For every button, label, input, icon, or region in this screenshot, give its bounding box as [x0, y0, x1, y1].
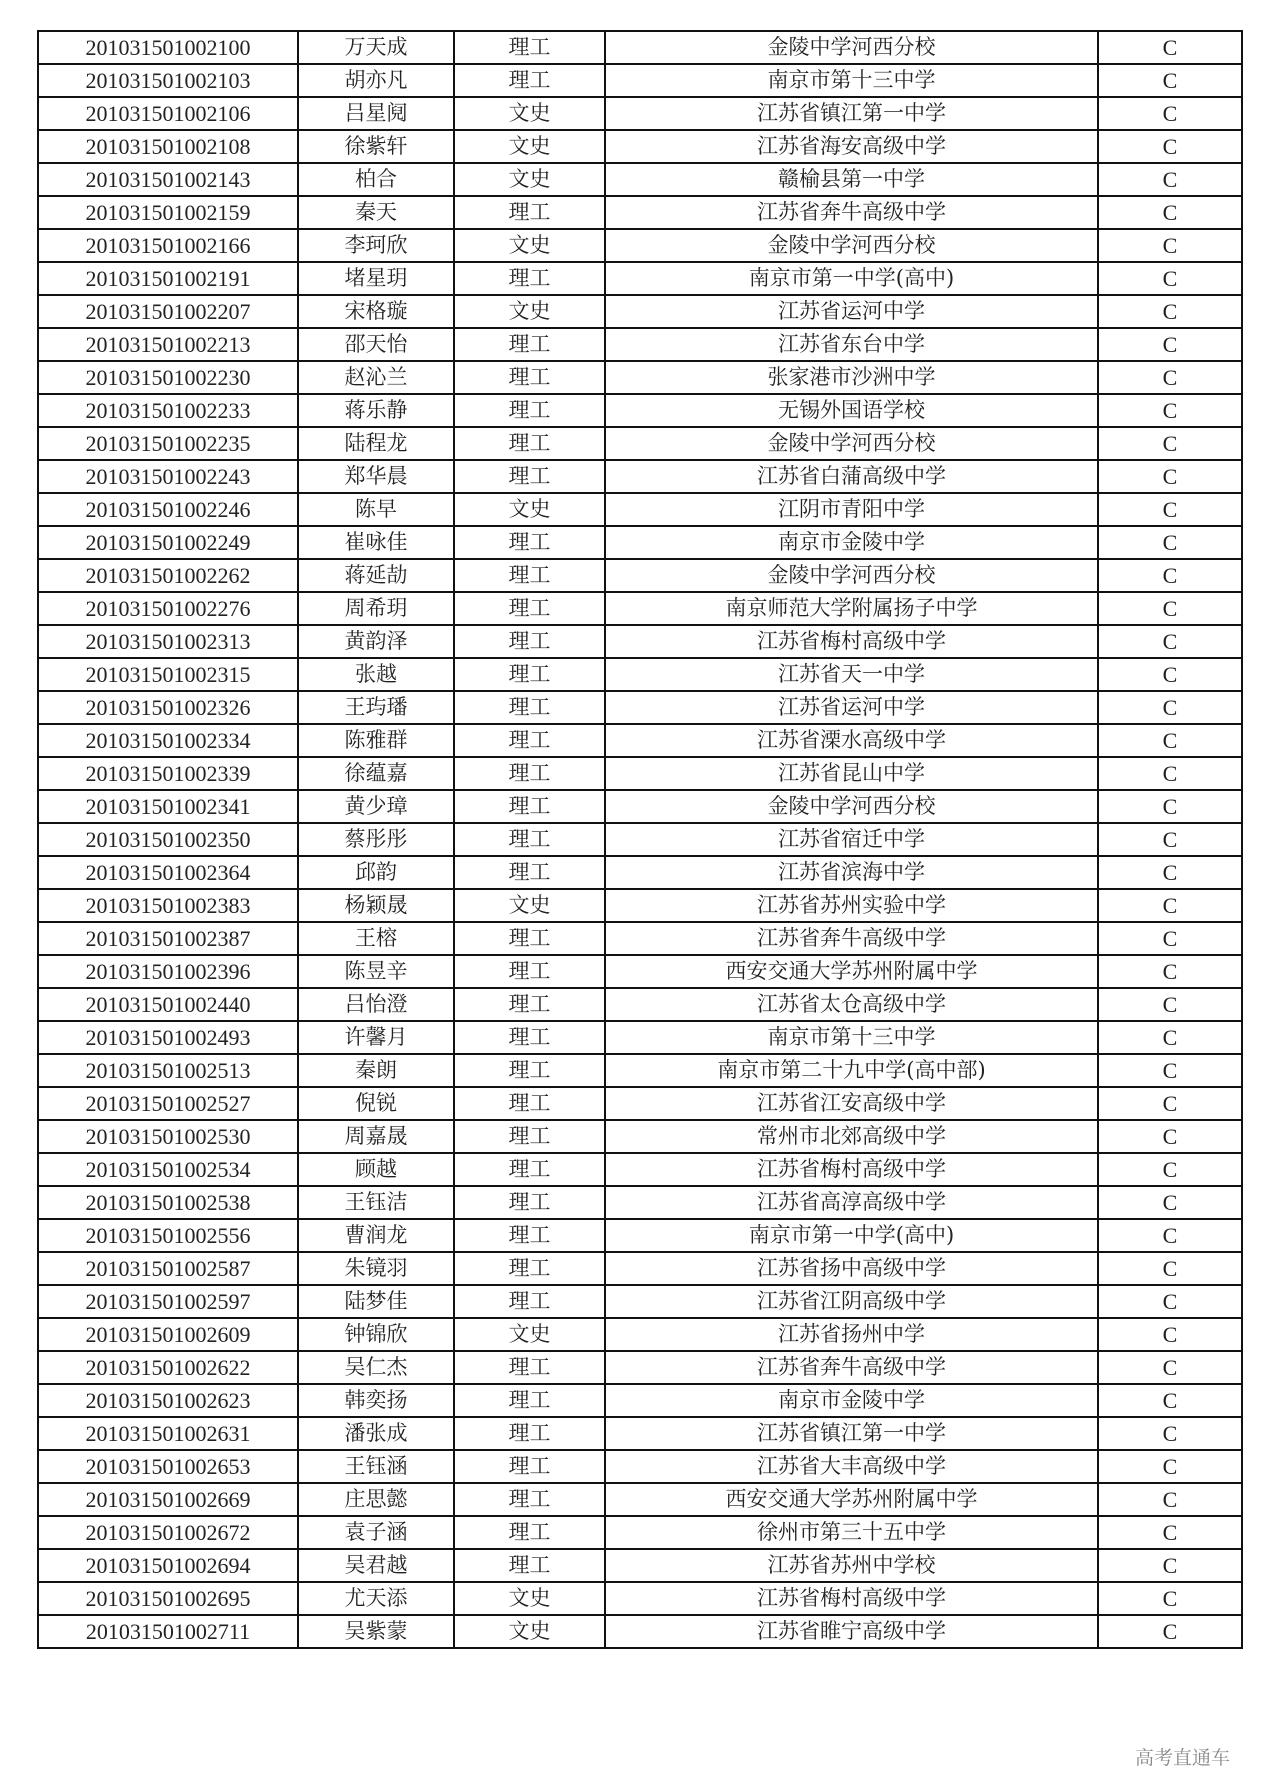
school-cell: 江苏省江阴高级中学: [605, 1285, 1098, 1318]
school-cell: 江苏省扬州中学: [605, 1318, 1098, 1351]
school-cell: 江苏省镇江第一中学: [605, 1417, 1098, 1450]
category-cell: 文史: [454, 1615, 605, 1648]
category-cell: 理工: [454, 460, 605, 493]
student-id-cell: 201031501002341: [38, 790, 298, 823]
grade-cell: C: [1098, 31, 1242, 64]
table-row: [38, 1285, 1242, 1318]
student-id-cell: 201031501002230: [38, 361, 298, 394]
student-name-cell: 柏合: [298, 163, 454, 196]
grade-cell: C: [1098, 394, 1242, 427]
student-id-cell: 201031501002235: [38, 427, 298, 460]
student-id-cell: 201031501002159: [38, 196, 298, 229]
student-id-cell: 201031501002207: [38, 295, 298, 328]
category-cell: 理工: [454, 823, 605, 856]
table-row: [38, 1054, 1242, 1087]
category-cell: 理工: [454, 1219, 605, 1252]
school-cell: 江苏省镇江第一中学: [605, 97, 1098, 130]
school-cell: 江苏省苏州实验中学: [605, 889, 1098, 922]
student-id-cell: 201031501002587: [38, 1252, 298, 1285]
student-name-cell: 蒋乐静: [298, 394, 454, 427]
student-name-cell: 徐紫轩: [298, 130, 454, 163]
category-cell: 理工: [454, 1252, 605, 1285]
student-name-cell: 朱镜羽: [298, 1252, 454, 1285]
table-row: [38, 922, 1242, 955]
school-cell: 江苏省大丰高级中学: [605, 1450, 1098, 1483]
table-row: [38, 394, 1242, 427]
grade-cell: C: [1098, 1285, 1242, 1318]
student-id-cell: 201031501002493: [38, 1021, 298, 1054]
grade-cell: C: [1098, 922, 1242, 955]
school-cell: 金陵中学河西分校: [605, 427, 1098, 460]
student-name-cell: 王榕: [298, 922, 454, 955]
student-name-cell: 曹润龙: [298, 1219, 454, 1252]
table-row: [38, 163, 1242, 196]
category-cell: 理工: [454, 1450, 605, 1483]
school-cell: 江苏省扬中高级中学: [605, 1252, 1098, 1285]
school-cell: 西安交通大学苏州附属中学: [605, 1483, 1098, 1516]
table-row: [38, 1087, 1242, 1120]
grade-cell: C: [1098, 1087, 1242, 1120]
school-cell: 南京市第十三中学: [605, 64, 1098, 97]
student-id-cell: 201031501002631: [38, 1417, 298, 1450]
grade-cell: C: [1098, 64, 1242, 97]
grade-cell: C: [1098, 691, 1242, 724]
school-cell: 江苏省昆山中学: [605, 757, 1098, 790]
student-name-cell: 吴紫蒙: [298, 1615, 454, 1648]
table-row: [38, 229, 1242, 262]
category-cell: 理工: [454, 526, 605, 559]
school-cell: 无锡外国语学校: [605, 394, 1098, 427]
category-cell: 理工: [454, 64, 605, 97]
table-row: [38, 328, 1242, 361]
student-name-cell: 胡亦凡: [298, 64, 454, 97]
student-name-cell: 倪锐: [298, 1087, 454, 1120]
table-row: [38, 97, 1242, 130]
grade-cell: C: [1098, 1153, 1242, 1186]
grade-cell: C: [1098, 823, 1242, 856]
student-name-cell: 尤天添: [298, 1582, 454, 1615]
table-row: [38, 592, 1242, 625]
category-cell: 理工: [454, 361, 605, 394]
student-id-cell: 201031501002387: [38, 922, 298, 955]
category-cell: 理工: [454, 1021, 605, 1054]
grade-cell: C: [1098, 526, 1242, 559]
student-name-cell: 吴仁杰: [298, 1351, 454, 1384]
grade-cell: C: [1098, 295, 1242, 328]
student-name-cell: 吕星阋: [298, 97, 454, 130]
table-row: [38, 790, 1242, 823]
grade-cell: C: [1098, 1549, 1242, 1582]
student-name-cell: 黄韵泽: [298, 625, 454, 658]
category-cell: 理工: [454, 1186, 605, 1219]
student-name-cell: 宋格璇: [298, 295, 454, 328]
grade-cell: C: [1098, 130, 1242, 163]
table-row: [38, 955, 1242, 988]
student-name-cell: 赵沁兰: [298, 361, 454, 394]
category-cell: 理工: [454, 1384, 605, 1417]
student-id-cell: 201031501002350: [38, 823, 298, 856]
table-row: [38, 1351, 1242, 1384]
category-cell: 理工: [454, 856, 605, 889]
table-row: [38, 625, 1242, 658]
student-id-cell: 201031501002103: [38, 64, 298, 97]
student-name-cell: 周希玥: [298, 592, 454, 625]
student-name-cell: 徐蕴嘉: [298, 757, 454, 790]
category-cell: 理工: [454, 1120, 605, 1153]
grade-cell: C: [1098, 262, 1242, 295]
student-id-cell: 201031501002527: [38, 1087, 298, 1120]
table-row: [38, 1252, 1242, 1285]
grade-cell: C: [1098, 163, 1242, 196]
category-cell: 理工: [454, 328, 605, 361]
category-cell: 文史: [454, 97, 605, 130]
student-list-table: [37, 30, 1243, 1649]
student-id-cell: 201031501002166: [38, 229, 298, 262]
school-cell: 江苏省苏州中学校: [605, 1549, 1098, 1582]
school-cell: 徐州市第三十五中学: [605, 1516, 1098, 1549]
school-cell: 南京市第一中学(高中): [605, 1219, 1098, 1252]
table-row: [38, 757, 1242, 790]
student-id-cell: 201031501002530: [38, 1120, 298, 1153]
student-id-cell: 201031501002213: [38, 328, 298, 361]
category-cell: 理工: [454, 427, 605, 460]
student-name-cell: 张越: [298, 658, 454, 691]
school-cell: 江苏省滨海中学: [605, 856, 1098, 889]
table-row: [38, 1153, 1242, 1186]
category-cell: 理工: [454, 592, 605, 625]
student-name-cell: 陈雅群: [298, 724, 454, 757]
school-cell: 江苏省天一中学: [605, 658, 1098, 691]
category-cell: 理工: [454, 1285, 605, 1318]
student-id-cell: 201031501002694: [38, 1549, 298, 1582]
grade-cell: C: [1098, 1219, 1242, 1252]
category-cell: 理工: [454, 922, 605, 955]
school-cell: 江苏省梅村高级中学: [605, 1153, 1098, 1186]
school-cell: 南京市第十三中学: [605, 1021, 1098, 1054]
school-cell: 江苏省运河中学: [605, 295, 1098, 328]
school-cell: 江苏省梅村高级中学: [605, 625, 1098, 658]
student-id-cell: 201031501002276: [38, 592, 298, 625]
category-cell: 理工: [454, 1054, 605, 1087]
grade-cell: C: [1098, 559, 1242, 592]
student-id-cell: 201031501002695: [38, 1582, 298, 1615]
table-row: [38, 130, 1242, 163]
school-cell: 江苏省奔牛高级中学: [605, 196, 1098, 229]
grade-cell: C: [1098, 493, 1242, 526]
student-name-cell: 蒋延劼: [298, 559, 454, 592]
table-row: [38, 1186, 1242, 1219]
category-cell: 理工: [454, 1087, 605, 1120]
student-name-cell: 陈早: [298, 493, 454, 526]
category-cell: 理工: [454, 394, 605, 427]
student-name-cell: 郑华晨: [298, 460, 454, 493]
student-id-cell: 201031501002106: [38, 97, 298, 130]
category-cell: 文史: [454, 295, 605, 328]
table-row: [38, 856, 1242, 889]
school-cell: 金陵中学河西分校: [605, 559, 1098, 592]
grade-cell: C: [1098, 1516, 1242, 1549]
table-row: [38, 196, 1242, 229]
student-name-cell: 王玙璠: [298, 691, 454, 724]
student-id-cell: 201031501002556: [38, 1219, 298, 1252]
school-cell: 江苏省奔牛高级中学: [605, 1351, 1098, 1384]
table-body: [38, 31, 1242, 1648]
table-row: [38, 1516, 1242, 1549]
table-row: [38, 1120, 1242, 1153]
grade-cell: C: [1098, 1021, 1242, 1054]
grade-cell: C: [1098, 856, 1242, 889]
student-name-cell: 邱韵: [298, 856, 454, 889]
student-name-cell: 崔咏佳: [298, 526, 454, 559]
table-row: [38, 295, 1242, 328]
student-name-cell: 王钰涵: [298, 1450, 454, 1483]
table-row: [38, 262, 1242, 295]
student-id-cell: 201031501002440: [38, 988, 298, 1021]
student-id-cell: 201031501002513: [38, 1054, 298, 1087]
grade-cell: C: [1098, 1252, 1242, 1285]
category-cell: 文史: [454, 1582, 605, 1615]
student-id-cell: 201031501002143: [38, 163, 298, 196]
table-row: [38, 1615, 1242, 1648]
table-row: [38, 889, 1242, 922]
school-cell: 金陵中学河西分校: [605, 229, 1098, 262]
school-cell: 江苏省白蒲高级中学: [605, 460, 1098, 493]
student-name-cell: 陆梦佳: [298, 1285, 454, 1318]
grade-cell: C: [1098, 592, 1242, 625]
student-id-cell: 201031501002383: [38, 889, 298, 922]
student-id-cell: 201031501002623: [38, 1384, 298, 1417]
table-row: [38, 988, 1242, 1021]
category-cell: 文史: [454, 493, 605, 526]
category-cell: 理工: [454, 988, 605, 1021]
student-name-cell: 潘张成: [298, 1417, 454, 1450]
student-name-cell: 顾越: [298, 1153, 454, 1186]
grade-cell: C: [1098, 1582, 1242, 1615]
school-cell: 南京市第二十九中学(高中部): [605, 1054, 1098, 1087]
category-cell: 理工: [454, 196, 605, 229]
student-id-cell: 201031501002653: [38, 1450, 298, 1483]
school-cell: 南京市金陵中学: [605, 1384, 1098, 1417]
school-cell: 赣榆县第一中学: [605, 163, 1098, 196]
student-name-cell: 堵星玥: [298, 262, 454, 295]
table-row: [38, 493, 1242, 526]
student-id-cell: 201031501002246: [38, 493, 298, 526]
grade-cell: C: [1098, 97, 1242, 130]
student-name-cell: 袁子涵: [298, 1516, 454, 1549]
grade-cell: C: [1098, 1120, 1242, 1153]
school-cell: 江苏省太仓高级中学: [605, 988, 1098, 1021]
category-cell: 文史: [454, 1318, 605, 1351]
student-id-cell: 201031501002191: [38, 262, 298, 295]
school-cell: 南京市金陵中学: [605, 526, 1098, 559]
student-name-cell: 庄思懿: [298, 1483, 454, 1516]
category-cell: 理工: [454, 724, 605, 757]
table-row: [38, 1318, 1242, 1351]
category-cell: 理工: [454, 790, 605, 823]
student-id-cell: 201031501002622: [38, 1351, 298, 1384]
grade-cell: C: [1098, 1384, 1242, 1417]
student-name-cell: 秦天: [298, 196, 454, 229]
category-cell: 理工: [454, 1351, 605, 1384]
category-cell: 理工: [454, 757, 605, 790]
student-name-cell: 韩奕扬: [298, 1384, 454, 1417]
watermark: 高考直通车: [1135, 1747, 1231, 1769]
school-cell: 金陵中学河西分校: [605, 790, 1098, 823]
table-row: [38, 1549, 1242, 1582]
student-id-cell: 201031501002711: [38, 1615, 298, 1648]
grade-cell: C: [1098, 196, 1242, 229]
category-cell: 理工: [454, 1483, 605, 1516]
student-name-cell: 王钰洁: [298, 1186, 454, 1219]
school-cell: 江苏省东台中学: [605, 328, 1098, 361]
student-id-cell: 201031501002339: [38, 757, 298, 790]
table-row: [38, 1483, 1242, 1516]
student-id-cell: 201031501002672: [38, 1516, 298, 1549]
student-name-cell: 许馨月: [298, 1021, 454, 1054]
school-cell: 江苏省江安高级中学: [605, 1087, 1098, 1120]
student-id-cell: 201031501002100: [38, 31, 298, 64]
table-row: [38, 1021, 1242, 1054]
student-name-cell: 陈昱辛: [298, 955, 454, 988]
student-id-cell: 201031501002534: [38, 1153, 298, 1186]
school-cell: 江苏省海安高级中学: [605, 130, 1098, 163]
school-cell: 江苏省高淳高级中学: [605, 1186, 1098, 1219]
student-name-cell: 秦朗: [298, 1054, 454, 1087]
student-name-cell: 吕怡澄: [298, 988, 454, 1021]
school-cell: 常州市北郊高级中学: [605, 1120, 1098, 1153]
category-cell: 文史: [454, 229, 605, 262]
grade-cell: C: [1098, 1054, 1242, 1087]
student-name-cell: 陆程龙: [298, 427, 454, 460]
category-cell: 理工: [454, 262, 605, 295]
student-id-cell: 201031501002609: [38, 1318, 298, 1351]
grade-cell: C: [1098, 625, 1242, 658]
grade-cell: C: [1098, 229, 1242, 262]
category-cell: 理工: [454, 658, 605, 691]
table-row: [38, 724, 1242, 757]
grade-cell: C: [1098, 1318, 1242, 1351]
table-row: [38, 31, 1242, 64]
table-row: [38, 64, 1242, 97]
school-cell: 江阴市青阳中学: [605, 493, 1098, 526]
grade-cell: C: [1098, 658, 1242, 691]
table-row: [38, 691, 1242, 724]
student-name-cell: 杨颖晟: [298, 889, 454, 922]
category-cell: 理工: [454, 1417, 605, 1450]
school-cell: 南京师范大学附属扬子中学: [605, 592, 1098, 625]
student-id-cell: 201031501002315: [38, 658, 298, 691]
table-row: [38, 1450, 1242, 1483]
student-id-cell: 201031501002669: [38, 1483, 298, 1516]
table-row: [38, 361, 1242, 394]
grade-cell: C: [1098, 460, 1242, 493]
category-cell: 文史: [454, 130, 605, 163]
category-cell: 理工: [454, 1516, 605, 1549]
grade-cell: C: [1098, 1351, 1242, 1384]
grade-cell: C: [1098, 1615, 1242, 1648]
category-cell: 理工: [454, 31, 605, 64]
student-id-cell: 201031501002249: [38, 526, 298, 559]
student-id-cell: 201031501002364: [38, 856, 298, 889]
grade-cell: C: [1098, 1417, 1242, 1450]
grade-cell: C: [1098, 757, 1242, 790]
school-cell: 江苏省睢宁高级中学: [605, 1615, 1098, 1648]
category-cell: 文史: [454, 163, 605, 196]
category-cell: 理工: [454, 559, 605, 592]
student-name-cell: 邵天怡: [298, 328, 454, 361]
student-id-cell: 201031501002108: [38, 130, 298, 163]
student-name-cell: 蔡彤彤: [298, 823, 454, 856]
grade-cell: C: [1098, 361, 1242, 394]
grade-cell: C: [1098, 724, 1242, 757]
student-name-cell: 李珂欣: [298, 229, 454, 262]
table-row: [38, 1417, 1242, 1450]
school-cell: 金陵中学河西分校: [605, 31, 1098, 64]
grade-cell: C: [1098, 1483, 1242, 1516]
student-id-cell: 201031501002538: [38, 1186, 298, 1219]
category-cell: 理工: [454, 625, 605, 658]
student-id-cell: 201031501002334: [38, 724, 298, 757]
table-row: [38, 823, 1242, 856]
school-cell: 江苏省宿迁中学: [605, 823, 1098, 856]
category-cell: 文史: [454, 889, 605, 922]
table-row: [38, 658, 1242, 691]
category-cell: 理工: [454, 1153, 605, 1186]
student-id-cell: 201031501002597: [38, 1285, 298, 1318]
student-name-cell: 万天成: [298, 31, 454, 64]
grade-cell: C: [1098, 955, 1242, 988]
table-row: [38, 1582, 1242, 1615]
student-name-cell: 钟锦欣: [298, 1318, 454, 1351]
student-id-cell: 201031501002326: [38, 691, 298, 724]
student-id-cell: 201031501002262: [38, 559, 298, 592]
table-row: [38, 460, 1242, 493]
table-row: [38, 526, 1242, 559]
school-cell: 南京市第一中学(高中): [605, 262, 1098, 295]
category-cell: 理工: [454, 955, 605, 988]
grade-cell: C: [1098, 427, 1242, 460]
grade-cell: C: [1098, 1450, 1242, 1483]
school-cell: 江苏省奔牛高级中学: [605, 922, 1098, 955]
grade-cell: C: [1098, 988, 1242, 1021]
student-id-cell: 201031501002243: [38, 460, 298, 493]
grade-cell: C: [1098, 328, 1242, 361]
school-cell: 西安交通大学苏州附属中学: [605, 955, 1098, 988]
school-cell: 张家港市沙洲中学: [605, 361, 1098, 394]
school-cell: 江苏省运河中学: [605, 691, 1098, 724]
student-name-cell: 周嘉晟: [298, 1120, 454, 1153]
school-cell: 江苏省梅村高级中学: [605, 1582, 1098, 1615]
category-cell: 理工: [454, 691, 605, 724]
school-cell: 江苏省溧水高级中学: [605, 724, 1098, 757]
student-name-cell: 吴君越: [298, 1549, 454, 1582]
grade-cell: C: [1098, 889, 1242, 922]
table-row: [38, 1384, 1242, 1417]
table-row: [38, 559, 1242, 592]
student-id-cell: 201031501002396: [38, 955, 298, 988]
student-id-cell: 201031501002313: [38, 625, 298, 658]
student-name-cell: 黄少璋: [298, 790, 454, 823]
table-row: [38, 1219, 1242, 1252]
category-cell: 理工: [454, 1549, 605, 1582]
grade-cell: C: [1098, 790, 1242, 823]
student-id-cell: 201031501002233: [38, 394, 298, 427]
grade-cell: C: [1098, 1186, 1242, 1219]
table-row: [38, 427, 1242, 460]
